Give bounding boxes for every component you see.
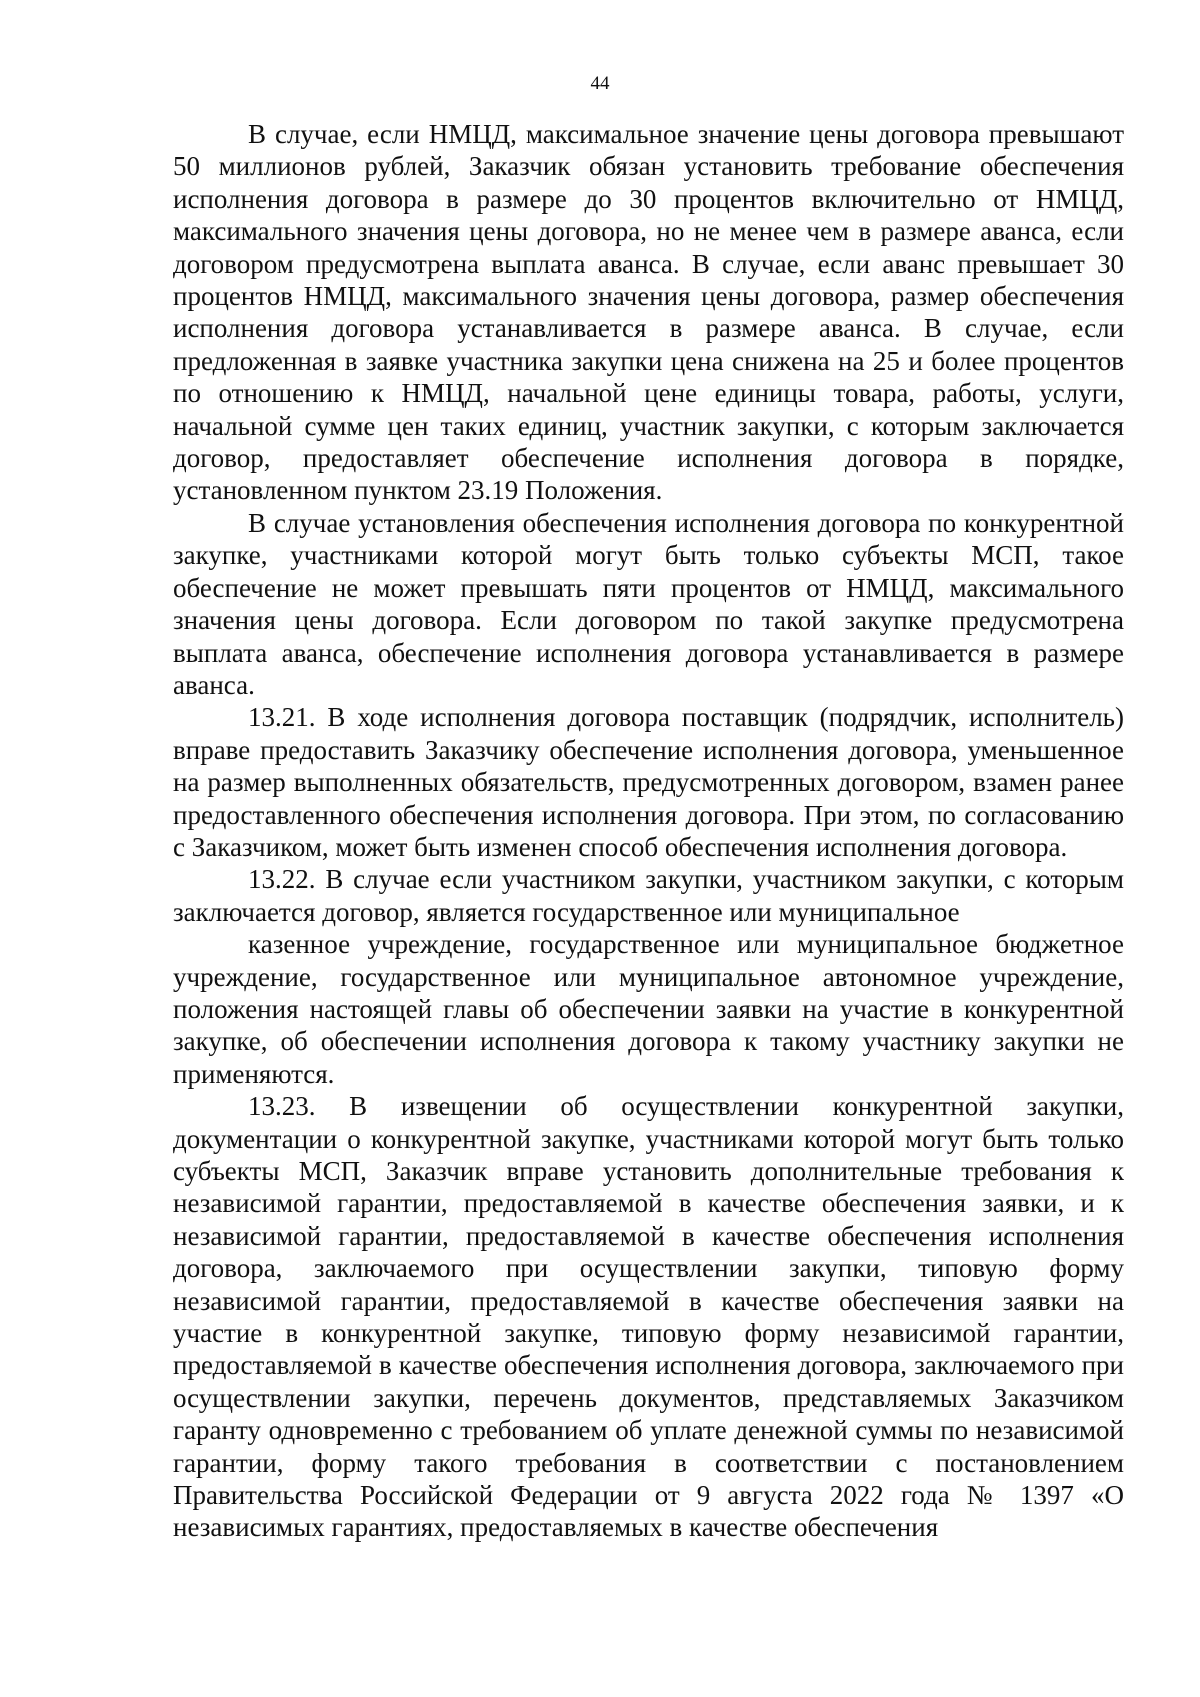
- paragraph-13-22-continued: казенное учреждение, государственное или муниципальное бюджетное учреждение, государственное или муниципальное автономное учреждение, положения настоящей главы об обеспечении заявки на участие в конкурентной закупке, об обеспечении исполнения договора к такому участнику закупки не применяются.: [173, 929, 1124, 1089]
- paragraph-msp-security: В случае установления обеспечения исполнения договора по конкурентной закупке, участниками которой могут быть только субъекты МСП, такое обеспечение не может превышать пяти процентов от НМЦД, максимального значения цены договора. Если договором по такой закупке предусмотрена выплата аванса, обеспечение исполнения договора устанавливается в размере аванса.: [173, 507, 1124, 700]
- paragraph-13-21: 13.21. В ходе исполнения договора поставщик (подрядчик, исполнитель) вправе предоставить Заказчику обеспечение исполнения договора, уменьшенное на размер выполненных обязательств, предусмотренных договором, взамен ранее предоставленного обеспечения исполнения договора. При этом, по согласованию с Заказчиком, может быть изменен способ обеспечения исполнения договора.: [173, 702, 1124, 862]
- document-body: [173, 118, 1124, 1544]
- paragraph-13-22: 13.22. В случае если участником закупки, участником закупки, с которым заключается договор, является государственное или муниципальное: [173, 864, 1124, 927]
- page-number: 44: [590, 73, 610, 94]
- paragraph-13-23: 13.23. В извещении об осуществлении конкурентной закупки, документации о конкурентной закупке, участниками которой могут быть только субъекты МСП, Заказчик вправе установить дополнительные требования к независимой гарантии, предоставляемой в качестве обеспечения заявки, и к независимой гарантии, предоставляемой в качестве обеспечения исполнения договора, заключаемого при осуществлении закупки, типовую форму независимой гарантии, предоставляемой в качестве обеспечения заявки на участие в конкурентной закупке, типовую форму независимой гарантии, предоставляемой в качестве обеспечения исполнения договора, заключаемого при осуществлении закупки, перечень документов, представляемых Заказчиком гаранту одновременно с требованием об уплате денежной суммы по независимой гарантии, форму такого требования в соответствии с постановлением Правительства Российской Федерации от 9 августа 2022 года № 1397 «О независимых гарантиях, предоставляемых в качестве обеспечения: [173, 1091, 1124, 1543]
- paragraph-security-amount: В случае, если НМЦД, максимальное значение цены договора превышают 50 миллионов рублей, Заказчик обязан установить требование обеспечения исполнения договора в размере до 30 процентов включительно от НМЦД, максимального значения цены договора, но не менее чем в размере аванса, если договором предусмотрена выплата аванса. В случае, если аванс превышает 30 процентов НМЦД, максимального значения цены договора, размер обеспечения исполнения договора устанавливается в размере аванса. В случае, если предложенная в заявке участника закупки цена снижена на 25 и более процентов по отношению к НМЦД, начальной цене единицы товара, работы, услуги, начальной сумме цен таких единиц, участник закупки, с которым заключается договор, предоставляет обеспечение исполнения договора в порядке, установленном пунктом 23.19 Положения.: [173, 119, 1124, 506]
